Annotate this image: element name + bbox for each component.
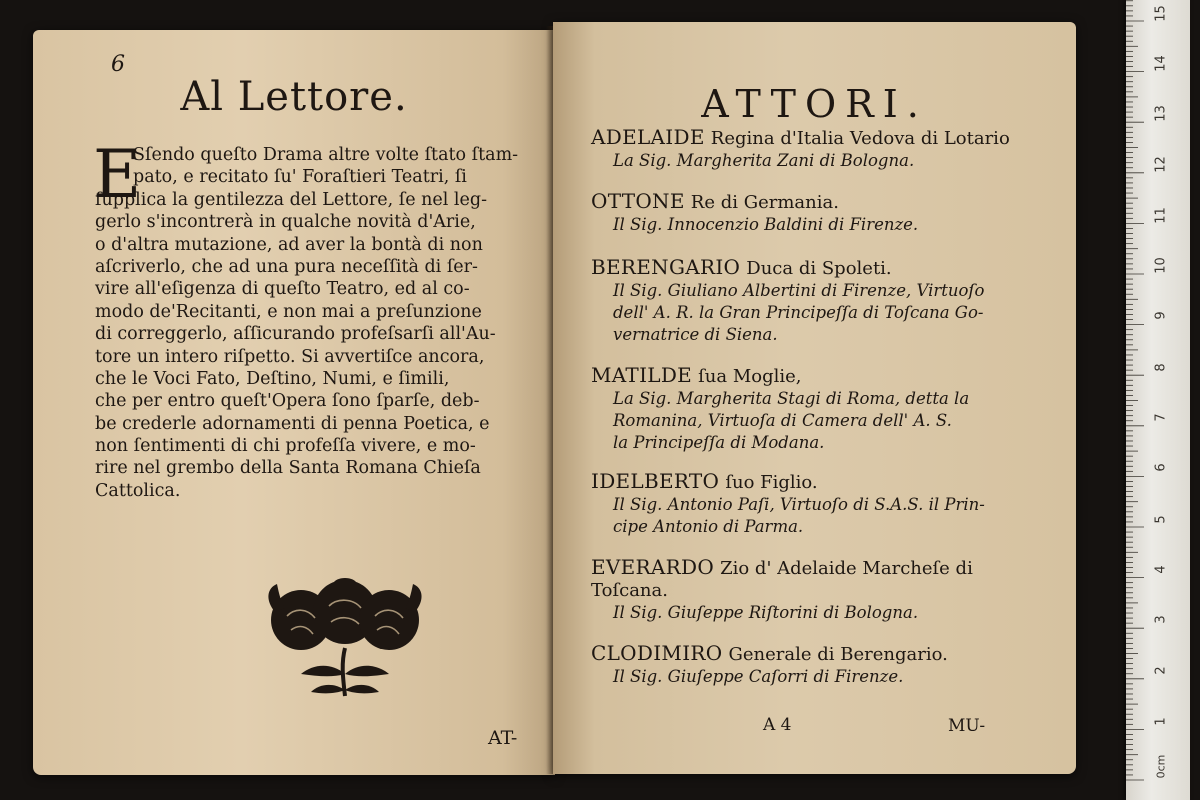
- ruler-number: 4: [1153, 565, 1169, 574]
- role-clodimiro: [591, 640, 1061, 688]
- ruler-number: 13: [1153, 105, 1169, 122]
- role-adelaide: [591, 124, 1061, 172]
- measurement-ruler: [1126, 0, 1190, 800]
- reader-note-paragraph: [93, 136, 525, 502]
- paragraph-line: modo de'Recitanti, e non mai a preſunzione: [95, 301, 482, 322]
- paragraph-line: tore un intero riſpetto. Si avvertiſce ancora,: [95, 346, 485, 367]
- singer-line: La Sig. Margherita Stagi di Roma, detta la: [613, 389, 970, 408]
- paragraph-line: rire nel grembo della Santa Romana Chieſa: [95, 458, 481, 479]
- paragraph-line: che le Voci Fato, Deſtino, Numi, e ſimili,: [95, 368, 450, 389]
- ruler-number: 11: [1153, 207, 1169, 224]
- singer-line: Il Sig. Giuſeppe Caſorri di Firenze.: [613, 667, 904, 686]
- singer-line: cipe Antonio di Parma.: [613, 517, 804, 536]
- role-name: ADELAIDE: [591, 125, 705, 149]
- role-name: OTTONE: [591, 189, 685, 213]
- catchword: AT-: [488, 727, 518, 749]
- ruler-number: 8: [1153, 363, 1169, 372]
- ruler-number: 1: [1153, 717, 1169, 726]
- role-name: EVERARDO: [591, 555, 715, 579]
- paragraph-line: di correggerlo, aſſicurando profeſsarſi all'Au-: [95, 324, 496, 345]
- singer-line: dell' A. R. la Gran Principeſſa di Toſcana Go-: [613, 303, 984, 322]
- role-matilde: [591, 362, 1061, 454]
- singer-line: Il Sig. Giuſeppe Riſtorini di Bologna.: [613, 603, 919, 622]
- role-description: Duca di Spoleti.: [746, 258, 892, 279]
- ruler-unit-label: 0cm: [1154, 754, 1168, 779]
- left-page: [33, 30, 555, 775]
- ruler-number: 3: [1153, 615, 1169, 624]
- singer-line: Il Sig. Giuliano Albertini di Firenze, Virtuoſo: [613, 281, 985, 300]
- ruler-number: 12: [1153, 156, 1169, 173]
- paragraph-line: non ſentimenti di chi profeſſa vivere, e mo-: [95, 436, 476, 457]
- paragraph-line: Sſendo queſto Drama altre volte ſtato ſtam-: [133, 145, 519, 165]
- role-everardo: [591, 554, 1061, 624]
- ruler-number: 5: [1153, 515, 1169, 524]
- role-description: Re di Germania.: [690, 192, 839, 213]
- role-description: Regina d'Italia Vedova di Lotario: [710, 128, 1010, 149]
- paragraph-line: o d'altra mutazione, ad aver la bontà di non: [95, 234, 483, 255]
- paragraph-line: pato, e recitato ſu' Foraſtieri Teatri, ſi: [133, 167, 467, 188]
- role-berengario: [591, 254, 1061, 346]
- role-name: BERENGARIO: [591, 255, 741, 279]
- ruler-number: 9: [1153, 311, 1169, 320]
- ruler-number: 10: [1153, 257, 1169, 274]
- singer-line: Il Sig. Innocenzio Baldini di Firenze.: [613, 215, 919, 234]
- role-description-continued: Toſcana.: [591, 580, 668, 601]
- paragraph-line: gerlo s'incontrerà in qualche novità d'Arie,: [95, 212, 476, 233]
- page-number: 6: [111, 52, 125, 77]
- role-description: ſuo Figlio.: [725, 472, 818, 493]
- paragraph-line: be crederle adornamenti di penna Poetica, e: [95, 413, 490, 434]
- paragraph-line: aſcriverlo, che ad una pura neceſſità di ſer-: [95, 256, 478, 277]
- left-page-heading: Al Lettore.: [180, 74, 408, 120]
- singer-line: Romanina, Virtuoſa di Camera dell' A. S.: [613, 411, 952, 430]
- catchword: MU-: [948, 716, 986, 736]
- role-ottone: [591, 188, 1061, 236]
- ruler-number: 15: [1153, 5, 1169, 22]
- paragraph-line: vire all'eſigenza di queſto Teatro, ed al co-: [95, 279, 470, 300]
- ruler-number: 14: [1153, 55, 1169, 72]
- role-name: IDELBERTO: [591, 469, 720, 493]
- role-description: ſua Moglie,: [698, 366, 802, 387]
- paragraph-line: che per entro queſt'Opera ſono ſparſe, deb-: [95, 391, 480, 412]
- right-page: [553, 22, 1076, 774]
- role-description: Generale di Berengario.: [728, 644, 948, 665]
- role-name: MATILDE: [591, 363, 693, 387]
- ruler-number: 2: [1153, 666, 1169, 675]
- paragraph-line: Cattolica.: [95, 480, 181, 501]
- ruler-number: 6: [1153, 463, 1169, 472]
- paragraph-line: ſupplica la gentilezza del Lettore, ſe nel leg-: [95, 189, 487, 210]
- ruler-number: 7: [1153, 413, 1169, 422]
- flower-ornament-icon: [261, 578, 429, 702]
- role-description: Zio d' Adelaide Marcheſe di: [720, 558, 973, 579]
- singer-line: vernatrice di Siena.: [613, 325, 778, 344]
- role-name: CLODIMIRO: [591, 641, 723, 665]
- singer-line: la Principeſſa di Modana.: [613, 433, 825, 452]
- singer-line: Il Sig. Antonio Paſi, Virtuoſo di S.A.S. il Prin-: [613, 495, 985, 514]
- right-page-heading: ATTORI.: [701, 82, 928, 126]
- signature-mark: A 4: [763, 715, 792, 735]
- singer-line: La Sig. Margherita Zani di Bologna.: [613, 151, 915, 170]
- drop-cap: E: [93, 136, 142, 213]
- role-idelberto: [591, 468, 1061, 538]
